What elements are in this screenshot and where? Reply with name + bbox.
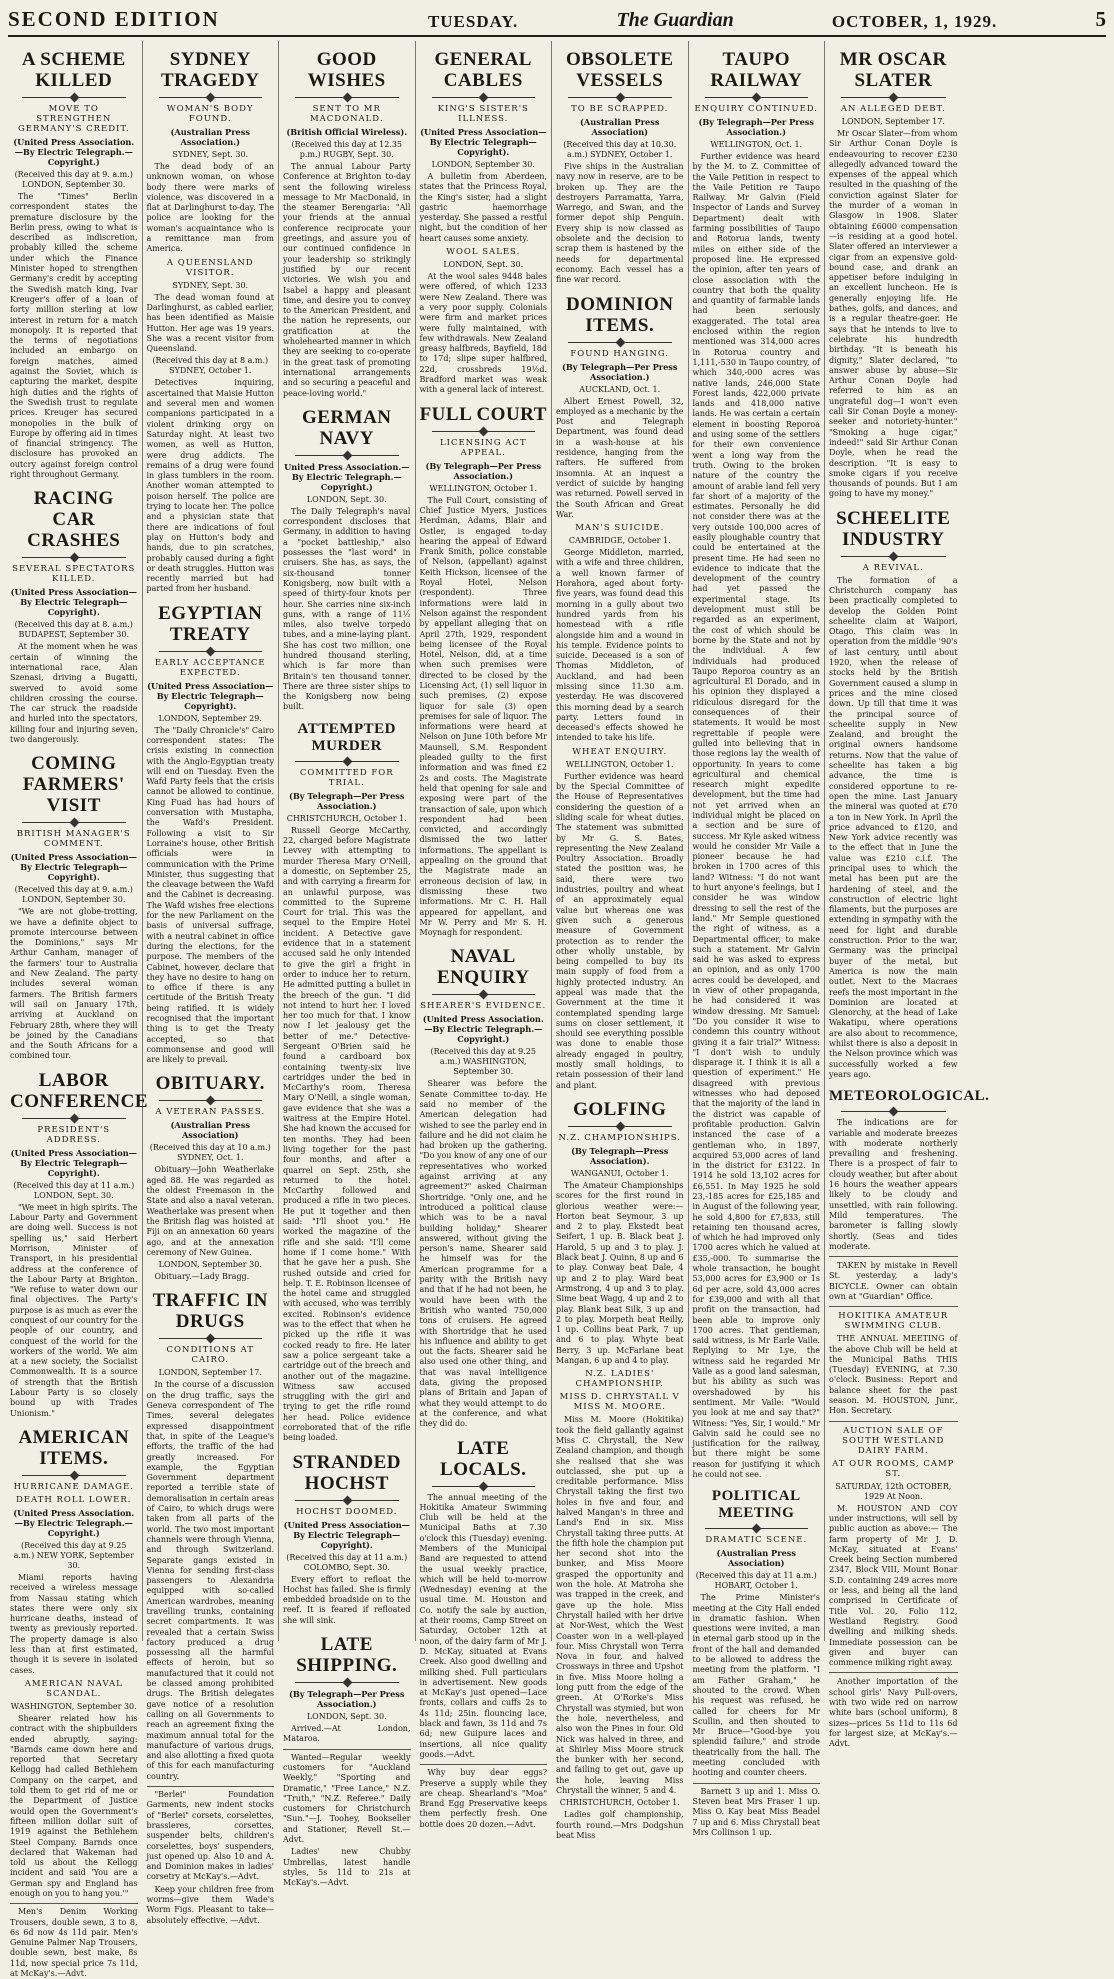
- subheadline: MAN'S SUICIDE.: [575, 523, 665, 534]
- headline: DOMINION ITEMS.: [566, 293, 674, 336]
- dateline: LONDON, Sept. 30.: [443, 260, 524, 270]
- separator: [22, 1472, 126, 1479]
- newspaper-title: The Guardian: [616, 9, 734, 31]
- subheadline: AMERICAN NAVAL SCANDAL.: [24, 1678, 123, 1699]
- separator: [829, 1672, 958, 1673]
- separator: [432, 94, 536, 101]
- article-body: The "Daily Chronicle's" Cairo correspondent states: The crisis existing in connection with the Anglo-Egyptian treaty will end on Tuesday. Even the Wafd Party feels that the crisis cannot be allowed to continue. King Fuad has had hours of conversation with Mustapha, the Wafd's President. Following a visit to Sir Lorraine's house, other British officials were in communication with the Prime Minister, thus suggesting that the cleavage between the Wafd and the Cabinet is decreasing. The Wafd wishes free elections for the new Parliament on the basis of universal suffrage, with a neutral cabinet in office during the elections, for the purpose. The members of the Cabinet, however, declare that they have no desire to hang on to office if there is any certitude of the British Treaty being ratified. It is widely recognised that the important thing is to get the Treaty accepted, so that commonsense and good will are likely to prevail.: [146, 725, 274, 1065]
- dateline: WELLINGTON, October 1.: [565, 759, 674, 769]
- subheadline: WHEAT ENQUIRY.: [572, 746, 668, 757]
- source-line: (British Official Wireless).: [286, 127, 408, 137]
- article-body: At the wool sales 9448 bales were offered, of which 1233 were New Zealand. There was a very poor supply. Colonials were firm and market prices were fully maintained, with few withdrawals. New Zealand greasy halfbreds, Bayfield, 18d to 17d; slipe super halfbred, 22d, crossbreds 19½d. Bradford market was weak with a general lack of interest.: [419, 272, 547, 395]
- ad-date: SATURDAY, 12th OCTOBER, 1929 At Noon.: [835, 1481, 952, 1501]
- subheadline: ENQUIRY CONTINUED.: [694, 104, 819, 114]
- advertisement: Keep your children free from worms—give them Wade's Worm Figs. Pleasant to take—absolutely effective. —Advt.: [146, 1884, 274, 1925]
- article-body: At the moment when he was certain of winning the international race, Alan Szenasi, driving a Bugatti, swerved to avoid some children crossing the course. The car struck the roadside and hurled into the spectators, killing four and injuring seven, two dangerously.: [10, 642, 138, 744]
- source-line: (United Press Association—By Electric Telegraph—Copyright).: [147, 680, 274, 711]
- column-5: [552, 41, 689, 1840]
- headline: OBITUARY.: [155, 1073, 265, 1095]
- article-body: Albert Ernest Powell, 32, employed as a mechanic by the Post and Telegraph Department, was found dead in a wash-house at his residence, hanging from the rafters. He suffered from insomnia. At an inquest a verdict of suicide by hanging was returned. Powell served in the South African and Great War.: [556, 396, 684, 519]
- separator: [159, 648, 263, 655]
- dateline: AUCKLAND, Oct. 1.: [579, 384, 661, 394]
- columns: [6, 41, 1108, 1979]
- source-line: (United Press Association—By Electric Telegraph—Copyright).: [420, 127, 547, 157]
- subheadline: A QUEENSLAND VISITOR.: [166, 257, 254, 278]
- source-line: (Australian Press Association): [170, 1120, 250, 1141]
- article-body: Detectives inquiring, ascertained that Maisie Hutton and several men and women companions participated in a violent drinking orgy on Saturday night. At least two women, as well as Hutton, were drug addicts. The remains of a drug were found in glass tumblers in the room. Another woman attempted to poison herself. The police are trying to locate her. The police and a physician state that there are indications of foul play on Hutton's body and hands, due to pin scratches, probably caused during a fight or death struggles. Hutton was recently married but had parted from her husband.: [146, 378, 274, 594]
- headline: EGYPTIAN TREATY: [158, 602, 263, 645]
- subheadline: AN ALLEGED DEBT.: [840, 104, 946, 114]
- source-line: (By Telegraph—Per Press Association.): [425, 460, 541, 481]
- headline: TAUPO RAILWAY: [710, 49, 803, 91]
- separator: [829, 1306, 958, 1307]
- article-body: Further evidence was heard by the Special Committee of the House of Representatives considering the question of a sliding scale for wheat duties. The statement was submitted by Mr G. S. Bates, representing the New Zealand Poultry Association. Broadly stated the position was, he said, there were two industries, poultry and wheat of an approximately equal value but whereas one was given such a generous measure of Government protection as to render the other wholly unstable, by being compelled to buy its main supply of food from a highly protected industry. An appeal was made that the Government at the time it contemplated spending large sums on closer settlement, it should see everything possible was done to enable those already engaged in poultry, mostly small holdings, to retain possession of their land and plant.: [556, 771, 684, 1090]
- article-body: Mr Oscar Slater—from whom Sir Arthur Conan Doyle is endeavouring to recover £230 allegedly advanced toward the expenses of the appeal which resulted in the quashing of the conviction against Slater for the murder of a woman in Glasgow in 1908. Slater obtaining £6000 compensation—is residing at a good hotel. Slater offered an interviewer a cigar from an expensive gold-bound case, and drank an appetiser before indulging in an excellent luncheon. He is generally enjoying life. He bathes, golfs, and dances, and is a regular theatre-goer. He says that he intends to live to celebrate his hundredth birthday. "It is beneath his dignity," Slater declared, "to answer abuse by abuse—Sir Arthur Conan Doyle had referred to him as an ungrateful dog—I won't even call Sir Conan Doyle a money-seeker and notoriety-hunter." "Smoking a huge cigar," indeed!" said Sir Arthur Conan Doyle, when he read the description. "It is easy to smoke cigars if you receive thousands of pounds. But I am going to have my money.": [829, 129, 958, 499]
- dateline: LONDON, September 30.: [158, 1260, 262, 1270]
- article-body: The formation of a Christchurch company has been practically completed to develop the Golden Point scheelite claim at Waipori, Otago. This claim was in operation from the middle '90's of last century, until about 1920, when the release of stocks held by the British Government caused a slump in prices and the mine closed down. Up till that time it was the principal source of scheelite supply in New Zealand, and brought the original owners handsome returns. Now that the value of scheelite has taken a big advance, the time is considered opportune to re-open the mine. Last January the mineral was quoted at £70 a ton in New York. In April the price advanced to £120, and New York advice recently was to the effect that in June the value was £210 c.i.f. The principal uses to which the metal has been put are the hardening of steel, and the construction of electric light filaments, but the purposes are extending in sympathy with the need for light and durable construction. Prior to the war, Germany was the principal buyer of the metal, but America is now the main outlet. Next to the Macraes reefs the most important in the Dominion are located at Glenorchy, at the head of Lake Wakatipu, where operations are also about to recommence, whilst there is also a deposit in the Nelson province which was successfully worked a few years ago.: [829, 575, 958, 1079]
- article-body: Shearer was before the Senate Committee to-day. He said no member of the American delegation had wished to see the parley end in failure and he did not claim he had broken up the gathering. "Do you know of any one of our representatives who worked against arriving at any agreement?" asked Chairman Shortridge. "Only one, and he introduced a political clause which was to be a naval building holiday," Shearer answered, without giving the person's name. Shearer said he himself was for the American programme for a parity with the British navy and that if he had not been, he would have been with the British who wanted 750,000 tons of cruisers. He agreed with Shortridge that he used his influence and ability to get out the facts. Shearer said he also used one other thing, and that was naval intelligence data, giving the proposed plans of Britain and Japan of what they would attempt to do at the conference, and what they did do.: [419, 1079, 547, 1429]
- article-body: "We are not globe-trotting, we have a definite object to promote intercourse between the Dominions," says Mr Arthur Canham, manager of the farmers' tour to Australia and New Zealand. The party includes several woman farmers. The British farmers will sail on January 17th, arriving at Auckland on February 28th, where they will be joined by the Canadians and the South Africans for a combined tour.: [10, 907, 138, 1061]
- source-line: (Australian Press Association.): [170, 127, 250, 147]
- separator: [829, 1256, 958, 1257]
- article-body: George Middleton, married, with a wife and three children, a well known farmer of Horahora, aged about forty-five years, was found dead this morning in a gully about two hundred yards from his homestead with a rifle alongside him and a wound in his temple. Evidence points to suicide. Deceased is a son of Thomas Middleton, of Auckland, and had been missing since 11.30 a.m. yesterday. He was discovered this morning dead by a search party. Letters found in deceased's effects showed he intended to take his life.: [556, 548, 684, 743]
- headline: OBSOLETE VESSELS: [566, 49, 674, 91]
- headline: SCHEELITE INDUSTRY: [836, 507, 951, 550]
- advertisement: Wanted—Regular weekly customers for "Auckland Weekly," "Sporting and Dramatic," "Free Lance," N.Z. "Truth," "N.Z. Referee." Daily customers for Christchurch "Sun."—J. Toohey, Bookseller and Stationer, Revell St.—Advt.: [283, 1749, 411, 1846]
- headline: GERMAN NAVY: [301, 406, 392, 449]
- subheadline: WOOL SALES.: [446, 247, 521, 258]
- article-body: Arrived.—At London, Mataroa.: [283, 1724, 411, 1744]
- ad-subheading: AT OUR ROOMS, CAMP ST.: [832, 1458, 955, 1479]
- headline: GOOD WISHES: [307, 49, 386, 91]
- source-line: (United Press Association.—By Electric Telegraph.—Copyright.): [13, 1507, 135, 1538]
- subheadline: KING'S SISTER'S ILLNESS.: [437, 104, 529, 124]
- headline: NAVAL ENQUIRY: [436, 946, 530, 989]
- article-body: The annual meeting of the Hokitika Amateur Swimming Club will be held at the Municipal Baths at 7.30 o'clock this (Tuesday) evening. Members of the Municipal Band are requested to attend the usual weekly practice, which will be held to-morrow (Wednesday) evening at the usual time. M. Houston and Co. notify the sale by auction, at their rooms, Camp Street on Saturday, October 12th at noon, of the dairy farm of Mr J. D. McKay, situated at Evans Creek. Also good dwelling and milking shed. Full particulars in advertisement. New goods at McKay's just opened—Lace fronts, collars and cuffs 2s to 4s 11d; 25in. flouncing lace, black and fawn, 3s 11d and 7s 6d; new Guipure laces and insertions, all nice quality goods.—Advt.: [419, 1492, 547, 1759]
- headline: STRANDED HOCHST: [292, 1451, 402, 1494]
- separator: [22, 554, 126, 561]
- source-line: (United Press Association—By Electric Telegraph—Copyright).: [10, 587, 137, 618]
- separator: [22, 1115, 126, 1122]
- article-body: The dead body of an unknown woman, on whose body there were marks of violence, was discovered in a flat at Darlinghurst to-day. The police are looking for the woman's acquaintance who is a remittance man from America.: [146, 162, 274, 254]
- subheadline: HOCHST DOOMED.: [296, 1506, 398, 1517]
- dateline: LONDON, Sept. 30.: [306, 1712, 387, 1722]
- subheadline: EARLY ACCEPTANCE EXPECTED.: [154, 657, 266, 678]
- separator: [432, 1483, 536, 1490]
- article-body: The annual Labour Party Conference at Brighton to-day sent the following wireless message to Mr MacDonald, in the steamer Berengaria: "All your friends at the annual conference reciprocate your greetings, and assure you of our continued confidence in your leadership so strikingly justified by our recent victories. We wish you and Isabel a happy and pleasant time, and desire you to convey to the American President, and the nation he represents, our gratification at the wholehearted manner in which they are seeking to co-operate in the great task of promoting international arrangements and so securing a peaceful and peace-loving world.": [283, 162, 411, 398]
- article-body: In the course of a discussion on the drug traffic, says the Geneva correspondent of The Times, several delegates expressed disappointment that, in spite of the League's efforts, the traffic of the had greatly increased. For example, the Egyptian Government department reported a terrible state of demoralisation in certain areas of Cairo, to which drugs were taken from all parts of the world. The two most important channels were through Vienna, and through Switzerland. Separate gangs existed in Vienna for sending first-class passengers to Alexandria equipped with so-called American wardrobes, meaning travelling trunks, containing secret compartments. It was revealed that a certain Swiss factory produced a drug possessing all the harmful effects of heroin, but so manufactured that it could not be classed among prohibited drugs. The British delegates gave notice of a resolution calling on all Governments to reach an agreement fixing the maximum annual total for the manufacture of various drugs, and also allotting a fixed quota of this for each manufacturing country.: [146, 1380, 274, 1781]
- dateline: SYDNEY, Sept. 30.: [172, 150, 249, 159]
- article-body: Shearer related how his contract with the shipbuilders ended abruptly, saying: "Barnds came down here and reported that Secretary Kellogg had called Bethlehem Company on the carpet, and told them to get rid of me or the Department of Justice would open the Government's fifteen million dollar suit of 1919 against the Bethlehem Steel Company. Barnds once declared that Wakeman had told us about the Kellogg incident and said 'You are a German spy and England has enough on you to hang you.'": [10, 1713, 138, 1898]
- source-line: (By Telegraph—Press Association).: [571, 1145, 669, 1166]
- source-line: (Australian Press Association): [716, 1548, 796, 1569]
- ad-heading: AUCTION SALE OF SOUTH WESTLAND DAIRY FARM.: [842, 1425, 945, 1456]
- subheadline: N.Z. LADIES' CHAMPIONSHIP.: [575, 1369, 665, 1390]
- advertisement: Why buy dear eggs? Preserve a supply while they are cheap. Shearland's "Moa" Brand Egg Preservative keeps them perfectly fresh. One bottle does 20 dozen.—Advt.: [420, 1764, 548, 1830]
- article-body: The Prime Minister's meeting at the City Hall ended in dramatic fashion. When questions were invited, a man in eternal garb stood up in the front of the hall and demanded to be allowed to address the meeting from the platform. "I am Father Graham," he shouted to the crowd. When his request was refused, he called for cheers for Mr Scullin, and then shouted to Mr Bruce—"Good-bye you splendid failure," and strode theatrically from the hall. The meeting concluded with hooting and counter cheers.: [692, 1593, 820, 1778]
- headline: LATE SHIPPING.: [296, 1634, 398, 1677]
- separator: [841, 1108, 946, 1115]
- advertisement: Ladies' new Chubby Umbrellas, latest handle styles, 5s 11d to 21s at McKay's.—Advt.: [283, 1847, 411, 1888]
- source-line: (United Press Association—By Electric Telegraph—Copyright).: [283, 1519, 410, 1550]
- separator: [432, 428, 536, 435]
- source-line: (United Press Association.—By Electric Telegraph.—Copyright.): [422, 1014, 544, 1045]
- subheadline: N.Z. CHAMPIONSHIPS.: [558, 1132, 682, 1143]
- column-7: [825, 41, 990, 1749]
- separator: [432, 991, 536, 998]
- weather-report: The indications are for variable and moderate breezes with moderate northerly prevailing and freshening. There is a prospect of fair to cloudy weather, but after about 16 hours the weather appears likely to be cloudy and unsettled, with rain following. Mild temperatures. The barometer is falling slowly shortly. (Seas and tides moderate.: [829, 1118, 958, 1251]
- dateline: LONDON, September 17.: [158, 1368, 262, 1378]
- subheadline: CONDITIONS AT CAIRO.: [166, 1345, 254, 1366]
- headline: LABOR CONFERENCE: [10, 1069, 149, 1112]
- subheadline: FOUND HANGING.: [570, 348, 670, 359]
- separator: [22, 94, 126, 101]
- source-line: (United Press Association—By Electric Telegraph—Copyright).: [10, 852, 137, 883]
- masthead: [8, 0, 1106, 37]
- dateline: LONDON, September 17.: [841, 117, 945, 126]
- separator: [295, 452, 399, 459]
- article-body: A bulletin from Aberdeen, states that the Princess Royal, the King's sister, had a slight gastric haemorrhage yesterday. She passed a restful night, but the condition of her heart causes some anxiety.: [419, 172, 547, 243]
- subheadline: MOVE TO STRENGTHEN GERMANY'S CREDIT.: [17, 104, 130, 134]
- dateline: WELLINGTON, Oct. 1.: [710, 140, 803, 149]
- subheadline: DRAMATIC SCENE.: [705, 1535, 808, 1546]
- subheadline: PRESIDENT'S ADDRESS.: [37, 1124, 111, 1145]
- separator: [841, 553, 946, 560]
- advertisement: TAKEN by mistake in Revell St. yesterday, a lady's BICYCLE. Owner can obtain own at "Guardian" Office.: [829, 1261, 958, 1301]
- source-line: (United Press Association—By Electric Telegraph—Copyright).: [10, 1147, 137, 1178]
- article-body: The Amateur Championships scores for the first round in glorious weather were:— Horton beat Seymour, 3 up and 2 to play. Ekstedt beat Seifert, 1 up. B. Black beat J. Harold, 5 up and 3 to play. J. Black beat J. Quinn, 8 up and 6 to play. Conway beat Dale, 4 up and 2 to play. Ward beat Armstrong, 4 up and 3 to play. Sime beat Wagg, 4 up and 2 to play. Blank beat Silk, 3 up and 2 to play. Morpeth beat Reilly, 1 up. Collins beat Park, 7 up and 6 to play. Whyte beat Berry, 3 up. McFarlane beat Mangan, 6 up and 4 to play.: [556, 1180, 684, 1366]
- subheadline: COMMITTED FOR TRIAL.: [299, 767, 394, 788]
- article-body: The Full Court, consisting of Chief Justice Myers, Justices Herdman, Adams, Blair and Ostler, is engaged to-day hearing the appeal of Edward Frank Smith, police constable of Nelson, (appellant) against Keith Hickson, licensee of the Royal Hotel, Nelson (respondent). Three informations were laid in Nelson against the respondent by appellant alleging that on April 27th, 1929, respondent being licensee of the Royal Hotel, Nelson, did, at a time when such premises were directed to be closed by the Licensing Act, (1) sell liquor in such premises, (2) expose liquor for sale (3) open premises for sale of liquor. The informations were heard at Nelson on June 10th before Mr Maunsell, S.M. Respondent pleaded guilty to the first information and was fined £2 2s and costs. The Magistrate held that opening for sale and exposing were part of the transaction of sale, upon which respondent had been convicted, and accordingly dismissed the two latter informations. The appellant is appealing on the ground that the Magistrate made an erroneous decision of law, in dismissing these two informations. Mr C. H. Hall appeared for appellant, and Mr W. Perry and Mr S. H. Moynagh for respondent.: [419, 495, 547, 938]
- dateline: (Received this day at 12.35 p.m.) RUGBY, Sept. 30.: [291, 140, 403, 159]
- subheadline: SHEARER'S EVIDENCE.: [420, 1001, 547, 1012]
- source-line: United Press Association.—By Electric Telegraph.—Copyright.): [284, 461, 410, 492]
- dateline: (Received this day at 8. a.m.) BUDAPEST, September 30.: [14, 620, 133, 640]
- dateline: CAMBRIDGE, October 1.: [568, 536, 671, 546]
- separator: [568, 1123, 672, 1130]
- separator: [705, 94, 809, 101]
- day-label: TUESDAY.: [427, 12, 519, 31]
- dateline: SYDNEY, Sept. 30.: [172, 280, 249, 290]
- dateline: (Received this day at 10.30. a.m.) SYDNEY, October 1.: [563, 140, 677, 159]
- advertisement: Men's Denim Working Trousers, double sewn, 3 to 8, 6s 6d now 4s 11d pair. Men's Genuine Palmer Nap Trousers, double sewn, best make, 8s 11d, now special price 7s 11d, at McKay's.—Advt.: [10, 1903, 138, 1979]
- headline: MR OSCAR SLATER: [839, 49, 947, 91]
- headline: FULL COURT: [419, 403, 547, 425]
- subheadline: HURRICANE DAMAGE.: [13, 1481, 134, 1492]
- separator: [159, 1097, 263, 1104]
- date-label: OCTOBER, 1, 1929.: [831, 12, 998, 31]
- headline: POLITICAL MEETING: [711, 1488, 801, 1522]
- headline: AMERICAN ITEMS.: [18, 1426, 130, 1469]
- subheadline: A VETERAN PASSES.: [155, 1107, 266, 1118]
- source-line: (By Telegraph—Per Press Association.): [698, 117, 814, 137]
- edition-label: SECOND EDITION: [8, 7, 220, 31]
- headline: COMING FARMERS' VISIT: [22, 753, 125, 817]
- subheadline: A REVIVAL.: [862, 562, 924, 573]
- column-3: [279, 41, 416, 1888]
- source-line: (By Telegraph—Per Press Association.): [562, 361, 678, 382]
- separator: [841, 94, 946, 101]
- article-body: Ladies golf championship, fourth round.—Mrs Dodgshun beat Miss: [556, 1810, 684, 1840]
- dateline: LONDON, Sept. 30.: [306, 494, 387, 504]
- page-number: 5: [1095, 7, 1106, 31]
- article-body: The "Times" Berlin correspondent states the premature disclosure by the Berlin press, owing to what is described as indiscretion, probably killed the scheme under which the Finance Minister hoped to strengthen Germany's credit by accepting the Swedish match king, Ivar Kreuger's offer of a loan of forty million sterling at low interest in return for a match monopoly. It is reported that the terms of negotiations included an embargo on foreign matches, aimed against the Soviet, which is capturing the market, despite high duties and the rights of the Swedish trust to regulate prices. Kreuger has secured monopolies in the bulk of Europe by offering aid in times of financial stringency. The disclosure has provoked an outcry against foreign control right throughout Germany.: [10, 192, 138, 480]
- source-line: (United Press Association.—By Electric Telegraph.—Copyright.): [13, 137, 135, 167]
- subheadline: TO BE SCRAPPED.: [571, 104, 669, 114]
- subheadline: DEATH ROLL LOWER.: [16, 1494, 132, 1505]
- headline: RACING CAR CRASHES: [27, 488, 121, 552]
- dateline: WASHINGTON, September 30.: [10, 1701, 137, 1711]
- advertisement: "Berlei" Foundation Garments, new indent stocks of "Berlei" corsets, corselettes, brassieres, corsettes, suspender belts, children's corselettes, boys' suspenders, just opened up. Also 10 and A. and Dominion makes in ladies' corsetry at McKay's.—Advt.: [147, 1786, 275, 1883]
- dateline: (Received this day at 11 a.m.) HOBART, October 1.: [695, 1571, 817, 1591]
- article-body: Obituary—John Weatherlake aged 88. He was regarded as the oldest Freemason in the State and also a naval veteran. Weatherlake was present when the British flag was hoisted at Fiji on an annexation 60 years ago, and at the annexation ceremony of New Guinea.: [146, 1165, 274, 1257]
- dateline: (Received this day at 9.25 a.m.) WASHINGTON, September 30.: [430, 1047, 536, 1077]
- dateline: (Received this day at 9. a.m.) LONDON, September 30.: [14, 170, 133, 189]
- dateline: (Received this day at 10 a.m.) SYDNEY, Oct. 1.: [149, 1143, 271, 1163]
- dateline: (Received this day at 11 a.m.) COLOMBO, Sept. 30.: [286, 1552, 408, 1572]
- source-line: (Australian Press Association): [580, 117, 660, 137]
- column-2: [143, 41, 280, 1925]
- column-6: [689, 41, 826, 1837]
- separator: [568, 94, 672, 101]
- headline: GENERAL CABLES: [434, 49, 532, 91]
- separator: [295, 94, 399, 101]
- dateline: CHRISTCHURCH, October 1.: [559, 1798, 680, 1808]
- article-body: Miami reports having received a wireless message from Nassau stating which states there were only six hurricane deaths, instead of twenty as previously reported. The property damage is also less than at first estimated, though it is severe in isolated cases.: [10, 1572, 138, 1675]
- headline: SYDNEY TRAGEDY: [160, 49, 260, 91]
- subheadline: MISS D. CHRYSTALL V MISS M. MOORE.: [559, 1392, 680, 1413]
- separator: [705, 1525, 809, 1532]
- advertisement: M. HOUSTON AND COY under instructions, will sell by public auction as above:— The farm property of Mr J. D. McKay, situated at Evans' Creek being Section numbered 2347, Block VIII, Mount Bonar S.D. containing 249 acres more or less, and being all the land comprised in Certificate of Title Vol. 20, Folio 112, Westland Registry. Good dwelling and milking sheds. Immediate possession can be given and buyer can commence milking right away.: [829, 1503, 958, 1668]
- column-1: [6, 41, 149, 1979]
- headline: A SCHEME KILLED: [21, 49, 126, 91]
- headline: METEOROLOGICAL.: [829, 1088, 990, 1105]
- headline: TRAFFIC IN DRUGS: [152, 1290, 268, 1333]
- advertisement: Another importation of the school girls' Navy Pull-overs, with two wide red on narrow white bars (school uniform), 8 sizes—prices 5s 11d to 11s 6d for largest size, at McKay's.—Advt.: [829, 1677, 958, 1749]
- dateline: CHRISTCHURCH, October 1.: [286, 813, 407, 823]
- separator: [159, 1335, 263, 1342]
- article-body: The dead woman found at Darlinghurst, as cabled earlier, has been identified as Maisie Hutton. Her age was 19 years. She was a recent visitor from Queensland.: [146, 292, 274, 354]
- article-body: The Daily Telegraph's naval correspondent discloses that Germany, in addition to having a "pocket battleship," also possesses the "last word" in cruisers. She has, as says, the six-thousand tonner Konigsberg, now built with a speed of thirty-four knots per hour. She carries nine six-inch guns, with a range of 11½ miles, also twelve torpedo tubes, and a mine-laying plant. She has cost two million, one hundred thousand sterling, which is far more than Britain's ten thousand tonner. There are three sister ships to the Konigsberg now being built.: [283, 506, 411, 712]
- article-body: Miss M. Moore (Hokitika) took the field gallantly against Miss C. Chrystall, the New Zealand champion, and though she realised that she was outclassed, she put up a creditable performance. Miss Chrystall taking the first two holes in five and four, and halved Mangan's in three and Land's End in six. Miss Chrystall taking three putts. At the fifth hole the champion put her second shot into the bunker, and Miss Moore grasped the opportunity and won the hole. At Matroha she was trapped in the creek, and gave up the hole. Miss Chrystall hailed with her drive at Nor-West, which the West Coaster won in a well-played four. Miss Chrystall won Terra Nova in four, and halved Crossways in three and Upshot in five. Miss Moore holing a long putt from the edge of the green. At O'Rorke's Miss Chrystall was stymied, but won the hole, nevertheless, and also won the Pines in four. Old Nick was halved in three, and at Shirley Miss Moore struck the bunker with her second, and failing to get out, gave up the hole, leaving Miss Chrystall the winner, 5 and 4.: [556, 1415, 684, 1795]
- source-line: (By Telegraph—Per Press Association.): [289, 790, 405, 811]
- source-line: (By Telegraph—Per Press Association.): [289, 1689, 405, 1710]
- column-4: [416, 41, 553, 1829]
- article-body: Every effort to refloat the Hochst has failed. She is firmly embedded broadside on to the reef. It is feared if refloated she will sink.: [283, 1574, 411, 1625]
- advertisement: THE ANNUAL MEETING of the above Club will be held at the Municipal Baths THIS (Tuesday) EVENING, at 7.30 o'clock. Business: Report and balance sheet for the past season. M. HOUSTON, Junr., Hon. Secretary.: [829, 1334, 958, 1416]
- subheadline: LICENSING ACT APPEAL.: [439, 437, 527, 458]
- separator: [159, 94, 263, 101]
- dateline: LONDON, September 29.: [158, 713, 262, 723]
- article-body: Further evidence was heard by the M. to Z. Committee of the Vaile Petition in respect to the Vaile Petition re Taupo Railway. Mr Galvin (Field Inspector of Lands and Survey Department) dealt with farming possibilities of Taupo and Rotorua lands, twenty miles on either side of the proposed line. He expressed the opinion, after ten years of close association with the country that both the quality and quantity of farmable lands had been seriously exaggerated. The total area enclosed within the region mentioned was 314,000 acres in Rotorua country and 1,111,-530 in Taupo country, of which 340,-000 acres was native lands, 246,000 State Forest lands, 422,000 private lands and 418,000 native lands. He was certain a certain element in boosting Reporoa and using some of the settlers for their own convenience went a long way from the truth. Owing to the broken nature of the country the amount of arable land fell very far short of a majority of the estimates. Personally he did not consider there was at the very outside 100,000 acres of easily ploughable country that could be entertained at the present time. He had seen no evidence to indicate that the development of the country had yet passed the experimental stage. Its development must still be regarded as an experiment, the cost of which should be borne by the State and not by the individual. A few individuals had produced Taupo Reporoa country as an agricultural El Dorado, and in his opinion they displayed a ridiculous disregard for the consequences of their statements. It would be most regrettable if people were gulled into believing that in those regions lay the wealth of opportunity. In years to come agricultural and chemical research might expedite development, but the time had not yet arrived when an individual might be placed on a section and be sure of success. Mr Kyle asked witness would he consider Mr Vaile a pioneer because he had broken in 1700 acres of this land? Witness: "I do not want to hurt anyone's feelings, but I consider he was window dressing to sell the rest of the land." Mr Semple questioned the right of witness, as a Departmental officer, to make such a statement. Mr Galvin said he was asked to express an opinion, and as only 1700 acres could be developed, and in view of other propaganda, he had considered it was window dressing. Mr Samuel: "Do you consider it wise to condemn this country without giving it a fair trial?" Witness: "I don't wish to unduly disparage it. I think it is all a question of experiment." He disagreed with previous witnesses who had deposed that the majority of the land in the district was capable of profitable production. Galvin instanced the case of a gentleman who, in 1897, acquired 53,000 acres of land in the district for £3122. In 1914 he sold 13,102 acres for £6,551. In May 1925 he sold 23,-185 acres for £25,185 and in August of the following year, he sold 4,800 for £7,833, still retaining ten thousand acres, of which he had improved only 1700 acres which he valued at £35,-000. To summarise the whole transaction, he bought 53,000 acres for £3,900 or 1s 6d per acre, sold 43,000 acres for £39,000 and with all that profit on the transaction, had been able to improve only 1700 acres. That gentleman, said witness, is Mr Earle Vaile. Replying to Mr Lye, the witness said he regarded Mr Vaile as a good land salesman, but his ability as such was overshadowed by his sentiment. Mr Vaile: "Would you look at me and say that?" Witness: "Yes, Sir, I would." Mr Galvin said he could see no justification for the railway, but there might be some reason for justifying it which he could not see.: [692, 152, 820, 1479]
- ad-heading: HOKITIKA AMATEUR SWIMMING CLUB.: [838, 1311, 949, 1332]
- article-body: Five ships in the Australian navy now in reserve, are to be broken up. They are the destroyers Parramatta, Yarra, Warrego, and Swan, and the former depot ship Penguin. Every ship is now classed as obsolete and the decision to scrap them is hastened by the needs for departmental economy. Each vessel has a fine war record.: [556, 162, 684, 285]
- separator: [295, 1497, 399, 1504]
- headline: LATE LOCALS.: [440, 1437, 527, 1480]
- separator: [295, 1679, 399, 1686]
- dateline: WELLINGTON, October 1.: [429, 483, 538, 493]
- separator: [22, 819, 126, 826]
- subheadline: WOMAN'S BODY FOUND.: [166, 104, 254, 124]
- headline: GOLFING: [573, 1098, 667, 1120]
- separator: [829, 1421, 958, 1422]
- dateline: (Received this day at 9.25 a.m.) NEW YORK, September 30.: [13, 1540, 134, 1570]
- article-body: Barnett 3 up and 1. Miss O. Steven beat Mrs Fraser 1 up. Miss O. Kay beat Miss Beadel 7 up and 6. Miss Chrystall beat Mrs Collinson 1 up.: [693, 1783, 821, 1838]
- dateline: LONDON, September 30.: [431, 160, 535, 169]
- headline: ATTEMPTED MURDER: [297, 720, 396, 754]
- subheadline: BRITISH MANAGER'S COMMENT.: [16, 829, 131, 850]
- dateline: (Received this day at 9. a.m.) LONDON, September 30.: [14, 885, 133, 905]
- dateline: WANGANUI, October 1.: [570, 1168, 669, 1178]
- dateline: (Received this day at 11 a.m.) LONDON, Sept. 30.: [13, 1180, 135, 1200]
- subheadline: SEVERAL SPECTATORS KILLED.: [12, 564, 136, 585]
- article-body: Obituary.—Lady Bragg.: [154, 1272, 250, 1282]
- separator: [295, 758, 399, 765]
- article-body: Russell George McCarthy, 22, charged before Magistrate Levvey with attempting to murder Theresa Mary O'Neill, a domestic, on September 25, and with carrying a firearm for an unlawful purpose, was committed to the Supreme Court for trial. This was the sequel to the Empire Hotel incident. A Detective gave evidence that in a statement accused said he only intended to give the girl a fright in order to induce her to return. He admitted putting a bullet in the breech of the gun. "I did not intend to hurt her. I loved her too much for that. I know now I let jealousy get the better of me." Detective-Sergeant O'Brien said he found a cardboard box containing twenty-six live cartridges under the bed in McCarthy's room. Theresa Mary O'Neill, a single woman, gave evidence that she was a waitress at the Empire Hotel. She had known the accused for ten months. They had been living together for the past four months, and after a quarrel on Sept. 25th, she returned to the hotel. McCarthy followed and produced a rifle in two pieces. He put it together and then said: "I'll shoot you." He worked the magazine of the rifle and she said: "I'll come home if I come home." With that he gave her a push. She rushed outside and cried for help. T. E. Robinson licensee of the hotel came and struggled with accused, who was terribly excited. Robinson's evidence was to the effect that when he picked up the rifle it was cocked ready to fire. He later saw a police sergeant take a cartridge out of the breech and another out of the magazine. Witness saw accused struggling with the girl and trying to get the rifle round her head. Police evidence corroborated that of the rifle being loaded.: [283, 825, 411, 1443]
- separator: [568, 339, 672, 346]
- dateline: (Received this day at 8 a.m.) SYDNEY, October 1.: [152, 356, 269, 376]
- subheadline: SENT TO MR MACDONALD.: [309, 104, 384, 124]
- article-body: "We meet in high spirits. The Labour Party and Government are doing well. Success is not spelling us," said Herbert Morrison, Minister of Transport, in his presidential address at the conference of the Labour Party at Brighton. "We refuse to water down our final objectives. The Party's purpose is as much as ever the conquest of our country for the people of our country, and conquest of the world for the workers of the world. We aim at a new society, the Socialist Commonwealth. It is a source of strength that the British Labour Party is so closely bound up with Trades Unionism.": [10, 1202, 138, 1418]
